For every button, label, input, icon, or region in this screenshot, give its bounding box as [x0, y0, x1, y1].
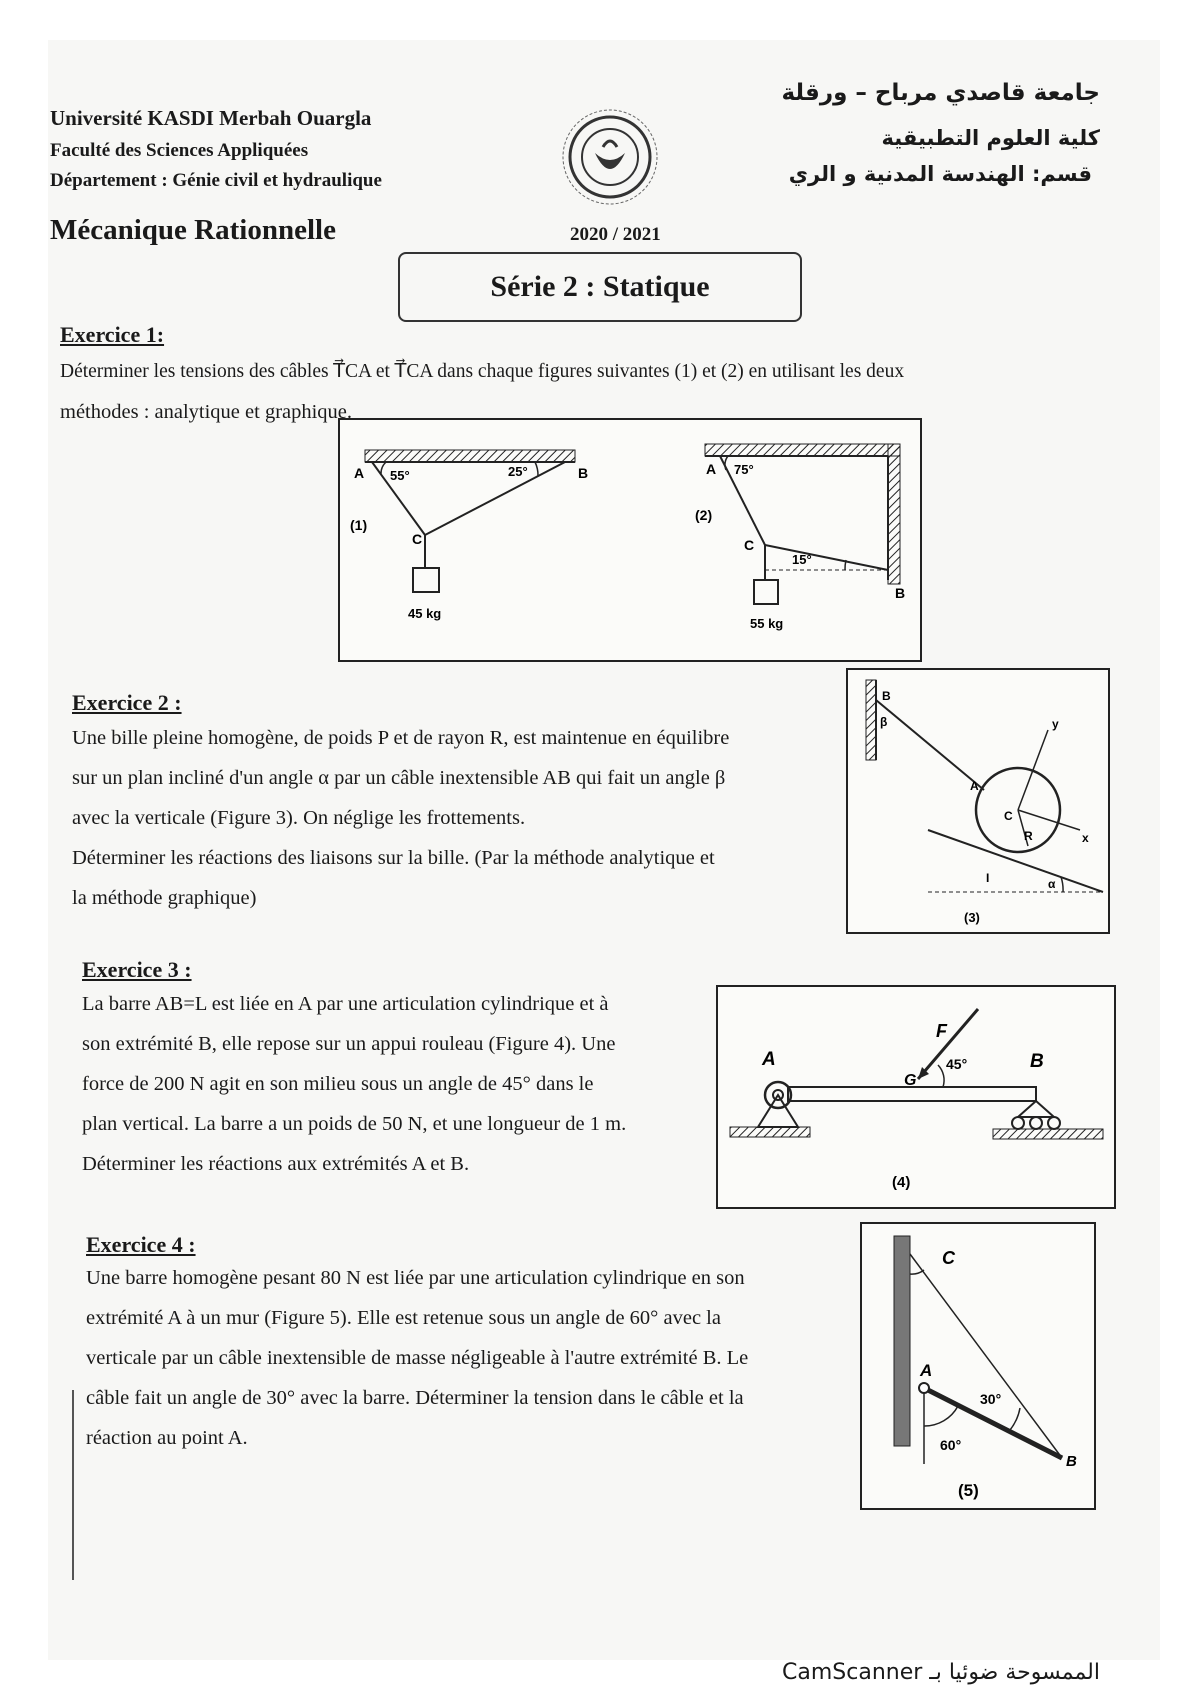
fig1-label: (1): [350, 517, 368, 533]
fig1-angle-a: 55°: [390, 468, 410, 483]
fig2-angle-a: 75°: [734, 462, 754, 477]
fig4-b: B: [1030, 1051, 1044, 1072]
exercise3-line: Déterminer les réactions aux extrémités A et B.: [82, 1153, 470, 1175]
ar-university-name: جامعة قاصدي مرباح – ورقلة: [781, 80, 1100, 106]
exercise1-line2: méthodes : analytique et graphique.: [60, 401, 353, 423]
fig4-f: F: [936, 1021, 947, 1041]
exercise3-title: Exercice 3 :: [82, 957, 192, 982]
exercise4-line: extrémité A à un mur (Figure 5). Elle est retenue sous un angle de 60° avec la: [86, 1307, 721, 1329]
fig4-a: A: [762, 1049, 776, 1070]
ar-department-name: قسم: الهندسة المدنية و الري: [788, 162, 1092, 186]
academic-year: 2020 / 2021: [570, 224, 661, 245]
exercise3-line: plan vertical. La barre a un poids de 50 N, et une longueur de 1 m.: [82, 1113, 627, 1135]
fig3-a: A: [970, 779, 979, 793]
figure-1-2: [338, 418, 922, 662]
fig2-angle-c: 15°: [792, 552, 812, 567]
fig3-c: C: [1004, 809, 1013, 823]
fig5-angle-cable: 30°: [980, 1391, 1002, 1407]
fig2-mass: 55 kg: [750, 616, 784, 631]
exercise3-line: La barre AB=L est liée en A par une articulation cylindrique et à: [82, 993, 609, 1015]
exercise2-line: Une bille pleine homogène, de poids P et de rayon R, est maintenue en équilibre: [72, 727, 730, 749]
exercise4-text: [86, 1258, 846, 1458]
fig4-g: G: [904, 1072, 917, 1089]
fig2-point-b: B: [895, 585, 906, 601]
fig3-alpha: α: [1048, 877, 1056, 891]
fig2-point-a: A: [706, 461, 717, 477]
fig4-angle: 45°: [946, 1056, 968, 1072]
fig3-x: x: [1082, 831, 1089, 845]
fig1-angle-b: 25°: [508, 464, 528, 479]
exercise2-line: Déterminer les réactions des liaisons sur la bille. (Par la méthode analytique et: [72, 847, 715, 869]
exercise4-title: Exercice 4 :: [86, 1232, 196, 1257]
exercise4-line: verticale par un câble inextensible de masse négligeable à l'autre extrémité B. Le: [86, 1347, 749, 1369]
course-title: Mécanique Rationnelle: [50, 214, 336, 246]
fig1-point-a: A: [354, 465, 365, 481]
exercise2-text: [72, 718, 832, 918]
fig3-i: I: [986, 871, 990, 885]
exercise4-line: câble fait un angle de 30° avec la barre. Déterminer la tension dans le câble et la: [86, 1387, 744, 1409]
exercise2-line: avec la verticale (Figure 3). On néglige les frottements.: [72, 807, 526, 829]
fig4-label: (4): [892, 1174, 911, 1191]
exercise2-title: Exercice 2 :: [72, 690, 182, 715]
department-name: Département : Génie civil et hydraulique: [50, 170, 382, 191]
margin-line: [72, 1390, 74, 1580]
exercise2-line: sur un plan incliné d'un angle α par un câble inextensible AB qui fait un angle β: [72, 767, 726, 789]
figure-3: [846, 668, 1110, 934]
faculty-name: Faculté des Sciences Appliquées: [50, 140, 309, 161]
exercise3-line: force de 200 N agit en son milieu sous un angle de 45° dans le: [82, 1073, 594, 1095]
fig2-point-c: C: [744, 537, 755, 553]
fig1-point-c: C: [412, 531, 423, 547]
fig3-b: B: [882, 689, 891, 703]
university-name: Université KASDI Merbah Ouargla: [50, 106, 372, 130]
series-title: Série 2 : Statique: [398, 252, 802, 322]
figure-4: [716, 985, 1116, 1209]
fig5-b: B: [1066, 1453, 1077, 1470]
fig1-point-b: B: [578, 465, 589, 481]
exercise3-text: [82, 984, 702, 1184]
fig3-beta: β: [880, 715, 888, 729]
fig3-label: (3): [964, 910, 980, 925]
fig5-c: C: [942, 1248, 955, 1268]
exercise4-line: Une barre homogène pesant 80 N est liée par une articulation cylindrique en son: [86, 1267, 745, 1289]
ar-faculty-name: كلية العلوم التطبيقية: [881, 126, 1100, 150]
camscanner-watermark: الممسوحة ضوئيا بـ CamScanner: [782, 1660, 1100, 1685]
university-logo: [535, 105, 685, 215]
fig5-angle-bar: 60°: [940, 1437, 962, 1453]
exercise4-line: réaction au point A.: [86, 1427, 248, 1449]
exercise3-line: son extrémité B, elle repose sur un appui rouleau (Figure 4). Une: [82, 1033, 616, 1055]
exercise2-line: la méthode graphique): [72, 887, 257, 909]
exercise1-title: Exercice 1:: [60, 322, 165, 347]
fig3-y: y: [1052, 717, 1059, 731]
fig2-label: (2): [695, 507, 713, 523]
fig5-label: (5): [958, 1481, 979, 1500]
fig1-mass: 45 kg: [408, 606, 442, 621]
figure-5: [860, 1222, 1096, 1510]
exercise1-line1: Déterminer les tensions des câbles T⃗CA et T⃗CA dans chaque figures suivantes (1) et (2) en utilisant les deux: [60, 361, 905, 382]
fig5-a: A: [920, 1361, 933, 1380]
fig3-r: R: [1024, 829, 1033, 843]
